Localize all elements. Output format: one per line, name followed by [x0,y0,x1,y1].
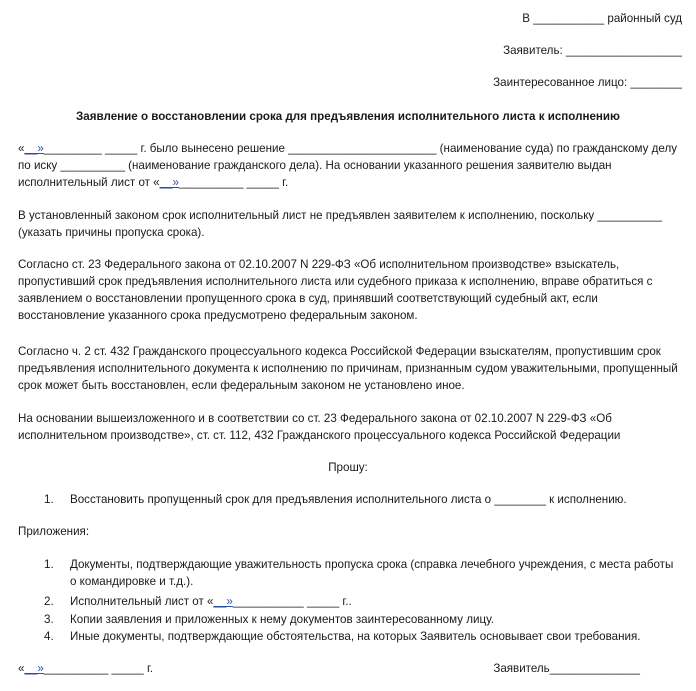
paragraph-law-229: Согласно ст. 23 Федерального закона от 02.10.2007 N 229-ФЗ «Об исполнительном производстве» взыскатель, пропустивший срок предъявления исполнительного листа или судебного приказа к исполнению, вправе обратиться с заявлением о восстановлении пропущенного срока в суд, принявший соответствующий судебный акт, если восстановление указанного срока предусмотрено федеральным законом. [18,258,653,322]
applicant-line: Заявитель: __________________ [503,44,682,57]
attachment-item-2-start: Исполнительный лист от « [70,595,214,608]
intro-open-quote: « [18,142,25,155]
footer-date-rest: __________ _____ г. [43,662,153,675]
intro-line-3 [18,174,684,191]
intro-line-1-rest: _________ _____ г. было вынесено решение _______________________ (наименование суда) по гражданскому делу [43,142,678,155]
intro-line-2: по иску __________ (наименование гражданского дела). На основании указанного решения заявителю выдан [18,159,612,172]
footer-signature: Заявитель______________ [493,662,640,675]
request-item-number: 1. [44,493,54,506]
attachment-item-2-text [70,593,682,610]
intro-line-3-start: исполнительный лист от « [18,176,160,189]
intro-paragraph [18,140,684,191]
attachment-item-3-text: Копии заявления и приложенных к нему документов заинтересованному лицу. [70,613,494,626]
intro-line-1 [18,140,684,157]
intro-line-3-mark: __» [159,176,179,189]
attachment-item-2-number: 2. [44,595,54,608]
intro-line-3-end: __________ _____ г. [178,176,289,189]
attachments-heading: Приложения: [18,525,90,538]
footer-open-quote: « [18,662,25,675]
attachment-item-3-number: 3. [44,613,54,626]
footer-date [18,660,153,677]
attachment-item-2-end: ___________ _____ г.. [232,595,352,608]
intro-date-mark: __» [24,142,44,155]
attachment-item-2-mark: __» [213,595,233,608]
paragraph-reason: В установленный законом срок исполнительный лист не предъявлен заявителем к исполнению, поскольку __________ (указать причины пропуска срока). [18,209,662,239]
paragraph-basis: На основании вышеизложенного и в соответствии со ст. 23 Федерального закона от 02.10.2007 N 229-ФЗ «Об исполнительном производстве», ст. ст. 112, 432 Гражданского процессуального кодекса Российской Федерации [18,412,621,442]
request-heading: Прошу: [328,461,368,474]
attachment-item-4-text: Иные документы, подтверждающие обстоятельства, на которых Заявитель основывает свои требования. [70,630,641,643]
document-title: Заявление о восстановлении срока для предъявления исполнительного листа к исполнению [76,110,620,123]
paragraph-gpk-432: Согласно ч. 2 ст. 432 Гражданского процессуального кодекса Российской Федерации взыскателям, пропустившим срок предъявления исполнительного документа к исполнению по причинам, признанным судом уважительными, пропущенный срок может быть восстановлен, если федеральным законом не установлено иное. [18,345,678,392]
footer-date-mark: __» [24,662,44,675]
interested-party-line: Заинтересованное лицо: ________ [493,76,682,89]
court-line: В ___________ районный суд [522,12,682,25]
attachment-item-4-number: 4. [44,630,54,643]
attachment-item-1-number: 1. [44,558,54,571]
request-item-text: Восстановить пропущенный срок для предъявления исполнительного листа о ________ к исполнению. [70,493,627,506]
attachment-item-1-text: Документы, подтверждающие уважительность пропуска срока (справка лечебного учреждения, с места работы о командировке и т.д.). [70,558,674,588]
